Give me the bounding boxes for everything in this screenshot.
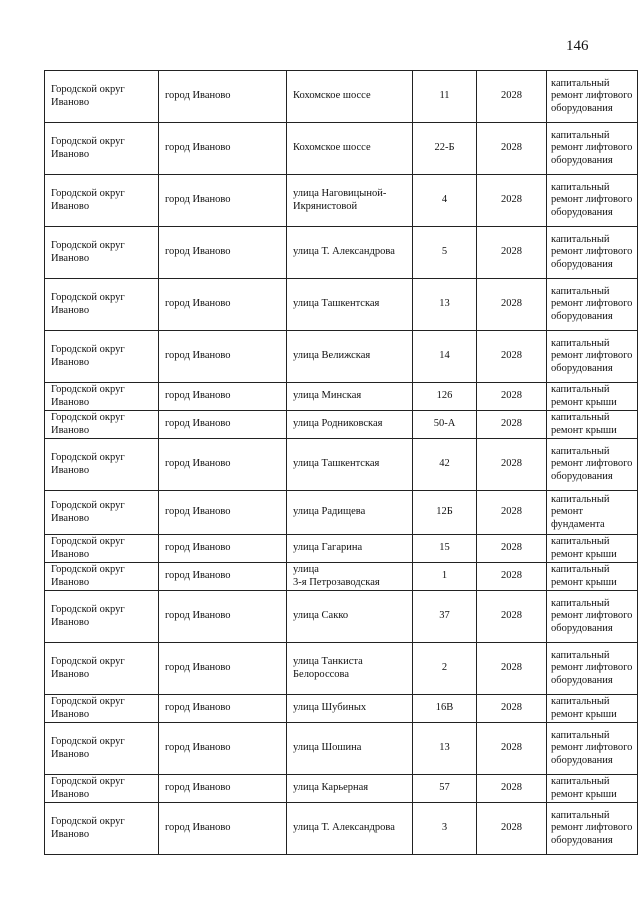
year-cell: 2028 [477,803,547,855]
table-row [45,227,638,279]
street-cell: улица Т. Александрова [287,227,413,279]
city-cell: город Иваново [159,803,287,855]
table-row [45,383,638,411]
street-cell: улица Гагарина [287,535,413,563]
district-cell: Городской округ Иваново [45,279,159,331]
district-cell: Городской округ Иваново [45,331,159,383]
table-row [45,279,638,331]
table-row [45,695,638,723]
work-cell: капитальный ремонт лифтового оборудования [547,439,638,491]
street-cell: улица Танкиста Белороссова [287,643,413,695]
house-cell: 14 [413,331,477,383]
district-cell: Городской округ Иваново [45,535,159,563]
year-cell: 2028 [477,491,547,535]
district-cell: Городской округ Иваново [45,383,159,411]
city-cell: город Иваново [159,695,287,723]
city-cell: город Иваново [159,643,287,695]
house-cell: 22-Б [413,123,477,175]
house-cell: 50-А [413,411,477,439]
house-cell: 37 [413,591,477,643]
table-row [45,775,638,803]
street-cell: улица Т. Александрова [287,803,413,855]
table-row [45,123,638,175]
district-cell: Городской округ Иваново [45,175,159,227]
house-cell: 42 [413,439,477,491]
city-cell: город Иваново [159,227,287,279]
city-cell: город Иваново [159,491,287,535]
work-cell: капитальный ремонт лифтового оборудования [547,591,638,643]
district-cell: Городской округ Иваново [45,723,159,775]
city-cell: город Иваново [159,279,287,331]
year-cell: 2028 [477,439,547,491]
city-cell: город Иваново [159,591,287,643]
year-cell: 2028 [477,591,547,643]
year-cell: 2028 [477,411,547,439]
work-cell: капитальный ремонт крыши [547,535,638,563]
district-cell: Городской округ Иваново [45,227,159,279]
house-cell: 15 [413,535,477,563]
house-cell: 4 [413,175,477,227]
house-cell: 16В [413,695,477,723]
work-cell: капитальный ремонт лифтового оборудования [547,331,638,383]
page-number: 146 [566,38,589,54]
street-cell: улица Шошина [287,723,413,775]
work-cell: капитальный ремонт крыши [547,563,638,591]
year-cell: 2028 [477,227,547,279]
work-cell: капитальный ремонт лифтового оборудования [547,643,638,695]
district-cell: Городской округ Иваново [45,411,159,439]
year-cell: 2028 [477,383,547,411]
table-row [45,803,638,855]
work-cell: капитальный ремонт лифтового оборудования [547,71,638,123]
street-cell: Кохомское шоссе [287,71,413,123]
city-cell: город Иваново [159,383,287,411]
street-cell: Кохомское шоссе [287,123,413,175]
table-row [45,591,638,643]
table-row [45,71,638,123]
house-cell: 3 [413,803,477,855]
year-cell: 2028 [477,695,547,723]
work-cell: капитальный ремонт лифтового оборудования [547,723,638,775]
city-cell: город Иваново [159,775,287,803]
street-cell: улица Минская [287,383,413,411]
year-cell: 2028 [477,775,547,803]
street-cell: улица Велижская [287,331,413,383]
house-cell: 2 [413,643,477,695]
housing-repair-table [44,70,638,855]
city-cell: город Иваново [159,411,287,439]
table-row [45,175,638,227]
table-row [45,723,638,775]
district-cell: Городской округ Иваново [45,439,159,491]
city-cell: город Иваново [159,175,287,227]
work-cell: капитальный ремонт лифтового оборудования [547,123,638,175]
street-cell: улица Ташкентская [287,439,413,491]
year-cell: 2028 [477,175,547,227]
table-row [45,643,638,695]
street-cell: улица Карьерная [287,775,413,803]
house-cell: 57 [413,775,477,803]
work-cell: капитальный ремонт лифтового оборудования [547,175,638,227]
street-cell: улица Ташкентская [287,279,413,331]
city-cell: город Иваново [159,723,287,775]
district-cell: Городской округ Иваново [45,803,159,855]
year-cell: 2028 [477,723,547,775]
work-cell: капитальный ремонт фундамента [547,491,638,535]
work-cell: капитальный ремонт крыши [547,411,638,439]
work-cell: капитальный ремонт крыши [547,775,638,803]
work-cell: капитальный ремонт лифтового оборудования [547,227,638,279]
street-cell: улица Сакко [287,591,413,643]
street-cell: улица 3-я Петрозаводская [287,563,413,591]
district-cell: Городской округ Иваново [45,71,159,123]
table-row [45,491,638,535]
year-cell: 2028 [477,643,547,695]
street-cell: улица Радищева [287,491,413,535]
city-cell: город Иваново [159,123,287,175]
house-cell: 12Б [413,491,477,535]
work-cell: капитальный ремонт лифтового оборудования [547,803,638,855]
street-cell: улица Шубиных [287,695,413,723]
district-cell: Городской округ Иваново [45,123,159,175]
work-cell: капитальный ремонт крыши [547,695,638,723]
city-cell: город Иваново [159,71,287,123]
house-cell: 13 [413,279,477,331]
district-cell: Городской округ Иваново [45,491,159,535]
table-row [45,535,638,563]
city-cell: город Иваново [159,563,287,591]
city-cell: город Иваново [159,535,287,563]
street-cell: улица Родниковская [287,411,413,439]
district-cell: Городской округ Иваново [45,695,159,723]
district-cell: Городской округ Иваново [45,563,159,591]
house-cell: 1 [413,563,477,591]
work-cell: капитальный ремонт крыши [547,383,638,411]
table-row [45,439,638,491]
table-row [45,411,638,439]
table-row [45,331,638,383]
house-cell: 126 [413,383,477,411]
year-cell: 2028 [477,71,547,123]
year-cell: 2028 [477,279,547,331]
district-cell: Городской округ Иваново [45,591,159,643]
year-cell: 2028 [477,535,547,563]
house-cell: 5 [413,227,477,279]
work-cell: капитальный ремонт лифтового оборудования [547,279,638,331]
city-cell: город Иваново [159,439,287,491]
street-cell: улица Наговицыной-Икрянистовой [287,175,413,227]
year-cell: 2028 [477,123,547,175]
table-body [45,71,638,855]
house-cell: 13 [413,723,477,775]
district-cell: Городской округ Иваново [45,775,159,803]
table-row [45,563,638,591]
year-cell: 2028 [477,331,547,383]
district-cell: Городской округ Иваново [45,643,159,695]
house-cell: 11 [413,71,477,123]
year-cell: 2028 [477,563,547,591]
city-cell: город Иваново [159,331,287,383]
